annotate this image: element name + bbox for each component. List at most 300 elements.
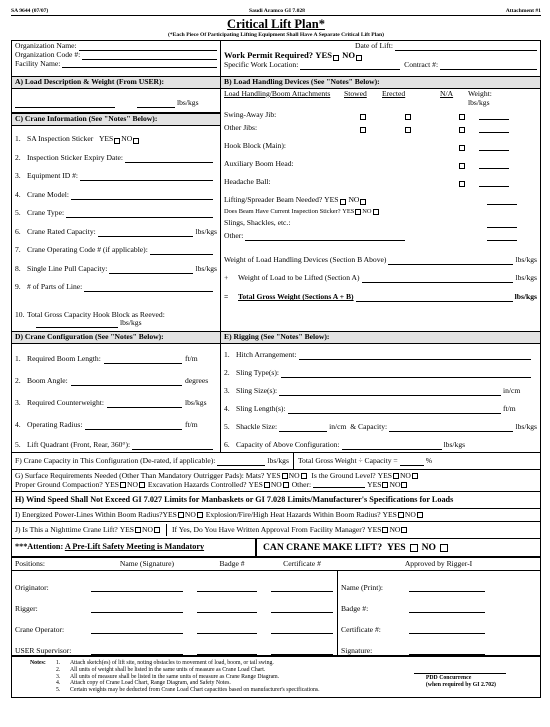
- item-field[interactable]: [85, 423, 182, 430]
- item-unit: degrees: [185, 376, 209, 386]
- item-unit: lbs/kgs: [195, 226, 217, 236]
- night-yes-label: YES: [119, 525, 135, 535]
- attention-prefix: ***Attention:: [15, 542, 64, 552]
- item-label: Crane Rated Capacity:: [27, 226, 96, 236]
- beam-no-checkbox[interactable]: [373, 209, 379, 215]
- approver-row: [338, 613, 540, 634]
- signature-badge-field[interactable]: [197, 648, 257, 655]
- shackle-capacity-field[interactable]: [389, 425, 513, 432]
- approver-field[interactable]: [409, 585, 485, 592]
- rigging-item: [221, 398, 540, 416]
- item-number: 8.: [15, 263, 21, 273]
- section-c-items: [12, 126, 220, 332]
- signature-header: [12, 558, 540, 571]
- signature-badge-field[interactable]: [197, 585, 257, 592]
- item-field[interactable]: [71, 193, 213, 200]
- item-field[interactable]: [342, 443, 442, 450]
- ratio-field[interactable]: [400, 459, 424, 466]
- item-field[interactable]: [288, 407, 501, 414]
- shackle-size-field[interactable]: [279, 425, 327, 432]
- load-weight-field[interactable]: [137, 101, 175, 108]
- swing-away-jib-na-checkbox[interactable]: [459, 114, 465, 120]
- headache-ball-label: Headache Ball:: [224, 177, 271, 187]
- item-number: 1.: [15, 354, 21, 364]
- swing-away-jib-stowed-checkbox[interactable]: [360, 114, 366, 120]
- signature-name-field[interactable]: [91, 648, 183, 655]
- hazards-label: Explosion/Fire/High Heat Hazards Within Boom Radius?: [205, 509, 381, 519]
- rigging-item: [221, 416, 540, 434]
- note-text: Certain weights may be deducted from Crane Load Chart capacities based on manufacturer's specifications.: [70, 687, 320, 694]
- other-device-label: Other:: [224, 231, 244, 241]
- item-label: Sling Type(s):: [236, 368, 279, 378]
- ground-no-checkbox[interactable]: [412, 473, 418, 479]
- role-label: Originator:: [15, 582, 49, 592]
- notes-block: [12, 655, 540, 696]
- weight-load-row: [221, 265, 540, 283]
- sticker-no-checkbox[interactable]: [133, 138, 139, 144]
- item-number: 3.: [224, 386, 230, 396]
- item-number: 7.: [15, 245, 21, 255]
- auxiliary-boom-head-row: [221, 151, 540, 169]
- section-f-unit: lbs/kgs: [267, 456, 289, 466]
- form-header-bar: [11, 8, 541, 16]
- compaction-no-checkbox[interactable]: [139, 482, 145, 488]
- load-description-field[interactable]: [15, 101, 115, 108]
- rigging-item: [221, 344, 540, 362]
- item-label: Hitch Arrangement:: [236, 350, 297, 360]
- lift-no-checkbox[interactable]: [440, 544, 448, 552]
- form-number: SA 9644 (07/07): [11, 8, 49, 14]
- work-permit-no-label: NO: [342, 49, 356, 60]
- headache-ball-row: [221, 169, 540, 187]
- slings-weight-field[interactable]: [487, 221, 517, 228]
- shackle-capacity-unit: lbs/kgs: [515, 422, 537, 432]
- equals-sign: =: [224, 292, 229, 302]
- ratio-label: Total Gross Weight ÷ Capacity =: [297, 456, 398, 466]
- spreader-yes-checkbox[interactable]: [340, 199, 346, 205]
- ground-no-label: NO: [399, 470, 411, 480]
- role-label: Crane Operator:: [15, 624, 65, 634]
- item-label: Single Line Pull Capacity:: [27, 263, 108, 273]
- crane-info-item: [12, 255, 220, 274]
- approver-row: [338, 571, 540, 592]
- date-of-lift-field[interactable]: [395, 44, 537, 51]
- approver-field[interactable]: [409, 606, 485, 613]
- hook-block-na-checkbox[interactable]: [459, 145, 465, 151]
- item-label: Inspection Sticker Expiry Date:: [27, 152, 123, 162]
- signature-badge-field[interactable]: [197, 606, 257, 613]
- item-number: 2.: [224, 368, 230, 378]
- section-f: [12, 452, 540, 469]
- lift-no-label: NO: [421, 542, 436, 554]
- spreader-yes-label: YES: [324, 195, 339, 205]
- swing-away-jib-erected-checkbox[interactable]: [405, 114, 411, 120]
- mats-label: G) Surface Requirements Needed (Other Than Mandatory Outrigger Pads): Mats?: [15, 470, 265, 480]
- approver-label: Signature:: [341, 645, 373, 655]
- excavation-label: Excavation Hazards Controlled?: [147, 479, 247, 489]
- ground-level-label: Is the Ground Level?: [311, 470, 376, 480]
- item-label: Equipment ID #:: [27, 171, 79, 181]
- item-label: SA Inspection Sticker: [27, 134, 94, 144]
- signature-right: [337, 571, 540, 655]
- other-surface-field[interactable]: [313, 481, 365, 488]
- item-field[interactable]: [71, 379, 182, 386]
- item-unit: lbs/kgs: [185, 398, 207, 408]
- compaction-no-label: NO: [127, 479, 138, 489]
- attention-text: A Pre-Lift Safety Meeting is Mandatory: [64, 542, 205, 552]
- approver-label: Certificate #:: [341, 624, 381, 634]
- approved-header: Approved by Rigger-I: [404, 559, 473, 569]
- section-c-heading: C) Crane Information (See "Notes" Below):: [12, 113, 220, 126]
- item-number: 5.: [224, 422, 230, 432]
- other-no-checkbox[interactable]: [401, 482, 407, 488]
- attachment-label: Attachment #1: [505, 8, 541, 14]
- item-field[interactable]: [299, 353, 531, 360]
- section-b-rows: [221, 107, 540, 187]
- item-field[interactable]: [125, 156, 213, 163]
- approver-field[interactable]: [409, 648, 485, 655]
- section-e-heading: E) Rigging (See "Notes" Below):: [221, 332, 540, 344]
- mats-yes-checkbox[interactable]: [282, 473, 288, 479]
- other-jibs-na-checkbox[interactable]: [459, 127, 465, 133]
- rigging-item: [221, 380, 540, 398]
- section-h: H) Wind Speed Shall Not Exceed GI 7.027 Limits for Manbaskets or GI 7.028 Limits/Manufacturer's Specifications for Loads: [12, 491, 540, 507]
- item-field[interactable]: [98, 230, 194, 237]
- slings-row: [221, 215, 540, 228]
- sticker-yes-checkbox[interactable]: [114, 138, 120, 144]
- signature-cert-field[interactable]: [271, 627, 333, 634]
- mats-yes-label: YES: [266, 470, 281, 480]
- note-number: 4.: [56, 680, 61, 687]
- item-field[interactable]: [279, 389, 501, 396]
- org-name-field[interactable]: [79, 44, 217, 51]
- headache-ball-weight-field[interactable]: [479, 180, 509, 187]
- item-number: 6.: [224, 440, 230, 450]
- pdd-signature-line[interactable]: [414, 667, 506, 674]
- work-location-field[interactable]: [300, 63, 400, 70]
- signature-row: [12, 613, 337, 634]
- other-device-weight-field[interactable]: [487, 234, 517, 241]
- item-number: 1.: [15, 134, 21, 144]
- item-number: 4.: [15, 189, 21, 199]
- item-label: Boom Angle:: [27, 376, 68, 386]
- note-number: 1.: [56, 660, 61, 667]
- crane-config-item: [12, 344, 220, 366]
- ground-yes-checkbox[interactable]: [393, 473, 399, 479]
- compaction-label: Proper Ground Compaction?: [15, 479, 103, 489]
- weight-devices-field[interactable]: [388, 258, 513, 265]
- capacity-label: & Capacity:: [350, 422, 388, 432]
- signature-block: [12, 556, 540, 655]
- work-location-label: Specific Work Location:: [224, 59, 299, 69]
- hook-block-weight-field[interactable]: [479, 144, 509, 151]
- work-permit-yes-checkbox[interactable]: [333, 55, 339, 61]
- item-label: Capacity of Above Configuration:: [236, 440, 340, 450]
- rigging-item: [221, 434, 540, 452]
- item-label: Lift Quadrant (Front, Rear, 360°):: [27, 440, 131, 450]
- can-crane-lift-label: CAN CRANE MAKE LIFT?: [263, 542, 383, 554]
- sticker-yes-label: YES: [98, 134, 114, 144]
- item-field[interactable]: [150, 248, 213, 255]
- other-no-label: NO: [389, 479, 401, 489]
- contract-field[interactable]: [440, 63, 537, 70]
- col-na-header: N/A: [440, 88, 454, 98]
- item-label: Operating Radius:: [27, 420, 83, 430]
- power-no-checkbox[interactable]: [197, 512, 203, 518]
- approver-row: [338, 634, 540, 655]
- section-a-heading: A) Load Description & Weight (From USER):: [12, 77, 220, 89]
- signature-name-field[interactable]: [91, 627, 183, 634]
- item-label: Total Gross Capacity Hook Block as Reeved:: [27, 310, 165, 320]
- note-text: All units of measure shall be listed in the same units of measure as Crane Range Diagram.: [70, 673, 280, 680]
- form-subtitle: (*Each Piece Of Participating Lifting Equipment Shall Have A Separate Critical Lift Plan): [168, 31, 384, 38]
- lift-yes-checkbox[interactable]: [410, 544, 418, 552]
- signature-name-field[interactable]: [91, 585, 183, 592]
- swing-away-jib-weight-field[interactable]: [479, 113, 509, 120]
- section-e-items: [221, 344, 540, 452]
- approver-label: Badge #:: [341, 603, 369, 613]
- other-yes-checkbox[interactable]: [382, 482, 388, 488]
- weight-load-field[interactable]: [362, 276, 514, 283]
- signature-name-field[interactable]: [91, 606, 183, 613]
- item-unit: lbs/kgs: [195, 263, 217, 273]
- pdd-concurrence-title: PDD Concurrence: [425, 675, 472, 682]
- mats-no-checkbox[interactable]: [301, 473, 307, 479]
- item-label: Sling Length(s):: [236, 404, 286, 414]
- facility-field[interactable]: [62, 61, 217, 68]
- item-field[interactable]: [132, 443, 213, 450]
- total-capacity-field[interactable]: [36, 321, 118, 328]
- crane-config-item: [12, 366, 220, 388]
- signature-cert-field[interactable]: [271, 648, 333, 655]
- note-text: Attach copy of Crane Load Chart, Range Diagram, and Safety Notes.: [70, 680, 231, 687]
- total-gross-field[interactable]: [356, 295, 513, 302]
- badge-header: Badge #: [219, 559, 245, 569]
- approval-yes-checkbox[interactable]: [382, 527, 388, 533]
- signature-cert-field[interactable]: [271, 606, 333, 613]
- other-jibs-stowed-checkbox[interactable]: [360, 127, 366, 133]
- shackle-size-unit: in/cm: [329, 422, 347, 432]
- note-number: 3.: [56, 673, 61, 680]
- col-weight-header: Weight: lbs/kgs: [468, 88, 492, 107]
- item-number: 5.: [15, 440, 21, 450]
- plus-sign: +: [224, 273, 229, 283]
- crane-info-item: [12, 181, 220, 200]
- crane-config-item: [12, 432, 220, 452]
- signature-row: [12, 634, 337, 655]
- approval-yes-label: YES: [367, 525, 382, 535]
- crane-info-item: [12, 200, 220, 219]
- col-device-header: Load Handling/Boom Attachments: [224, 88, 331, 98]
- contract-label: Contract #:: [404, 59, 439, 69]
- critical-lift-plan-form: [11, 8, 541, 720]
- crane-info-item: [12, 237, 220, 256]
- item-label: # of Parts of Line:: [27, 282, 83, 292]
- note-text: All units of weight shall be listed in the same units of measure as Crane Load Chart.: [70, 667, 266, 674]
- item-field[interactable]: [107, 401, 182, 408]
- other-device-field[interactable]: [245, 234, 405, 241]
- crane-info-item: [12, 144, 220, 163]
- spreader-no-checkbox[interactable]: [360, 199, 366, 205]
- approval-no-checkbox[interactable]: [401, 527, 407, 533]
- role-label: USER Supervisor:: [15, 646, 72, 656]
- item-field[interactable]: [104, 357, 182, 364]
- facility-label: Facility Name:: [15, 58, 61, 68]
- excavation-yes-checkbox[interactable]: [264, 482, 270, 488]
- work-permit-no-checkbox[interactable]: [356, 55, 362, 61]
- org-code-field[interactable]: [82, 53, 217, 60]
- section-b-heading: B) Load Handling Devices (See "Notes" Below):: [221, 77, 540, 89]
- total-capacity-field-row: [12, 320, 220, 331]
- item-number: 2.: [15, 376, 21, 386]
- item-number: 2.: [15, 152, 21, 162]
- total-gross-label: Total Gross Weight (Sections A + B): [238, 292, 354, 302]
- role-label: Rigger:: [15, 603, 38, 613]
- excavation-yes-label: YES: [248, 479, 263, 489]
- item-number: 4.: [224, 404, 230, 414]
- night-yes-checkbox[interactable]: [135, 527, 141, 533]
- excavation-no-checkbox[interactable]: [283, 482, 289, 488]
- item-label: Crane Operating Code # (if applicable):: [27, 245, 148, 255]
- spreader-row: [221, 187, 540, 205]
- pdd-concurrence-note: (when required by GI 2.702): [425, 682, 496, 689]
- work-permit-label: Work Permit Required?: [224, 49, 314, 60]
- gi-reference: Saudi Aramco GI 7.028: [249, 8, 305, 14]
- item-field[interactable]: [109, 267, 193, 274]
- date-of-lift-label: Date of Lift:: [355, 41, 393, 51]
- crane-info-item: [12, 274, 220, 293]
- hook-block-label: Hook Block (Main):: [224, 141, 287, 151]
- item-number: 5.: [15, 208, 21, 218]
- item-unit: in/cm: [503, 386, 521, 396]
- beam-no-label: NO: [362, 207, 372, 215]
- approver-row: [338, 592, 540, 613]
- other-jibs-erected-checkbox[interactable]: [405, 127, 411, 133]
- section-f-capacity-field[interactable]: [217, 459, 265, 466]
- night-no-checkbox[interactable]: [154, 527, 160, 533]
- item-number: 4.: [15, 420, 21, 430]
- excavation-no-label: NO: [270, 479, 282, 489]
- item-number: 9.: [15, 282, 21, 292]
- crane-config-item: [12, 388, 220, 410]
- compaction-yes-checkbox[interactable]: [120, 482, 126, 488]
- work-permit-yes-label: YES: [315, 49, 332, 60]
- org-name-label: Organization Name:: [15, 41, 77, 51]
- cert-header: Certificate #: [283, 559, 321, 569]
- sections-de: [12, 331, 540, 452]
- section-g: [12, 469, 540, 491]
- note-number: 2.: [56, 667, 61, 674]
- power-yes-checkbox[interactable]: [178, 512, 184, 518]
- crane-config-item: [12, 410, 220, 432]
- item-field[interactable]: [281, 371, 531, 378]
- mats-no-label: NO: [288, 470, 300, 480]
- info-block: [12, 41, 540, 77]
- section-j: [12, 521, 540, 538]
- form-title: Critical Lift Plan*: [227, 17, 325, 32]
- ratio-percent: %: [425, 456, 433, 466]
- power-lines-label: I) Energized Power-Lines Within Boom Radius?: [15, 509, 163, 519]
- item-label: Shackle Size:: [236, 422, 278, 432]
- lift-yes-label: YES: [386, 542, 406, 554]
- positions-header: Positions:: [15, 559, 45, 569]
- rigging-item: [221, 362, 540, 380]
- signature-cert-field[interactable]: [271, 585, 333, 592]
- spreader-weight-field[interactable]: [487, 198, 517, 205]
- section-b-columns: [221, 89, 540, 107]
- item-field[interactable]: [84, 285, 213, 292]
- section-f-label: F) Crane Capacity in This Configuration (De-rated, if applicable):: [15, 456, 216, 466]
- name-header: Name (Signature): [119, 559, 175, 569]
- sticker-no-label: NO: [121, 134, 133, 144]
- weight-devices-label: Weight of Load Handling Devices (Section B Above): [224, 255, 387, 265]
- item-number: 6.: [15, 226, 21, 236]
- nighttime-label: J) Is This a Nighttime Crane Lift?: [15, 525, 118, 535]
- other-jibs-row: [221, 120, 540, 133]
- item-number: 3.: [15, 398, 21, 408]
- hook-block-row: [221, 133, 540, 151]
- spreader-no-label: NO: [348, 195, 360, 205]
- weight-load-label: Weight of Load to be Lifted (Section A): [238, 273, 360, 283]
- weight-devices-row: [221, 241, 540, 265]
- other-surface-label: Other:: [291, 479, 312, 489]
- crane-info-item: [12, 218, 220, 237]
- compaction-yes-label: YES: [104, 479, 119, 489]
- item-unit: ft/m: [185, 354, 198, 364]
- section-a-load: [12, 89, 220, 113]
- crane-info-item: [12, 163, 220, 182]
- headache-ball-na-checkbox[interactable]: [459, 181, 465, 187]
- col-erected-header: Erected: [382, 88, 406, 98]
- item-label: Required Counterweight:: [27, 398, 104, 408]
- item-label: Crane Type:: [27, 208, 65, 218]
- hazards-no-checkbox[interactable]: [417, 512, 423, 518]
- signature-row: [12, 592, 337, 613]
- item-label: Crane Model:: [27, 189, 69, 199]
- col-stowed-header: Stowed: [344, 88, 367, 98]
- crane-info-item: [12, 292, 220, 320]
- night-no-label: NO: [142, 525, 154, 535]
- item-number: 3.: [15, 171, 21, 181]
- other-device-row: [221, 228, 540, 241]
- auxiliary-boom-head-weight-field[interactable]: [479, 162, 509, 169]
- swing-away-jib-row: [221, 107, 540, 120]
- other-jibs-label: Other Jibs:: [224, 123, 258, 133]
- beam-yes-checkbox[interactable]: [355, 209, 361, 215]
- signature-rows: [12, 571, 540, 655]
- item-number: 1.: [224, 350, 230, 360]
- power-yes-label: YES: [162, 509, 177, 519]
- total-capacity-unit: lbs/kgs: [120, 318, 142, 328]
- notes-label: Notes:: [30, 660, 46, 667]
- item-field[interactable]: [80, 174, 213, 181]
- hazards-yes-checkbox[interactable]: [398, 512, 404, 518]
- approver-field[interactable]: [409, 627, 485, 634]
- crane-info-item: [12, 126, 220, 145]
- swing-away-jib-label: Swing-Away Jib:: [224, 110, 277, 120]
- other-jibs-weight-field[interactable]: [479, 126, 509, 133]
- beam-cert-row: [221, 205, 540, 215]
- item-field[interactable]: [66, 211, 213, 218]
- section-d-items: [12, 344, 220, 452]
- signature-row: [12, 571, 337, 592]
- item-unit: lbs/kgs: [443, 440, 466, 450]
- total-gross-unit: lbs/kgs: [514, 292, 537, 302]
- signature-badge-field[interactable]: [197, 627, 257, 634]
- signature-left: [12, 571, 337, 655]
- weight-load-unit: lbs/kgs: [515, 273, 537, 283]
- auxiliary-boom-head-na-checkbox[interactable]: [459, 163, 465, 169]
